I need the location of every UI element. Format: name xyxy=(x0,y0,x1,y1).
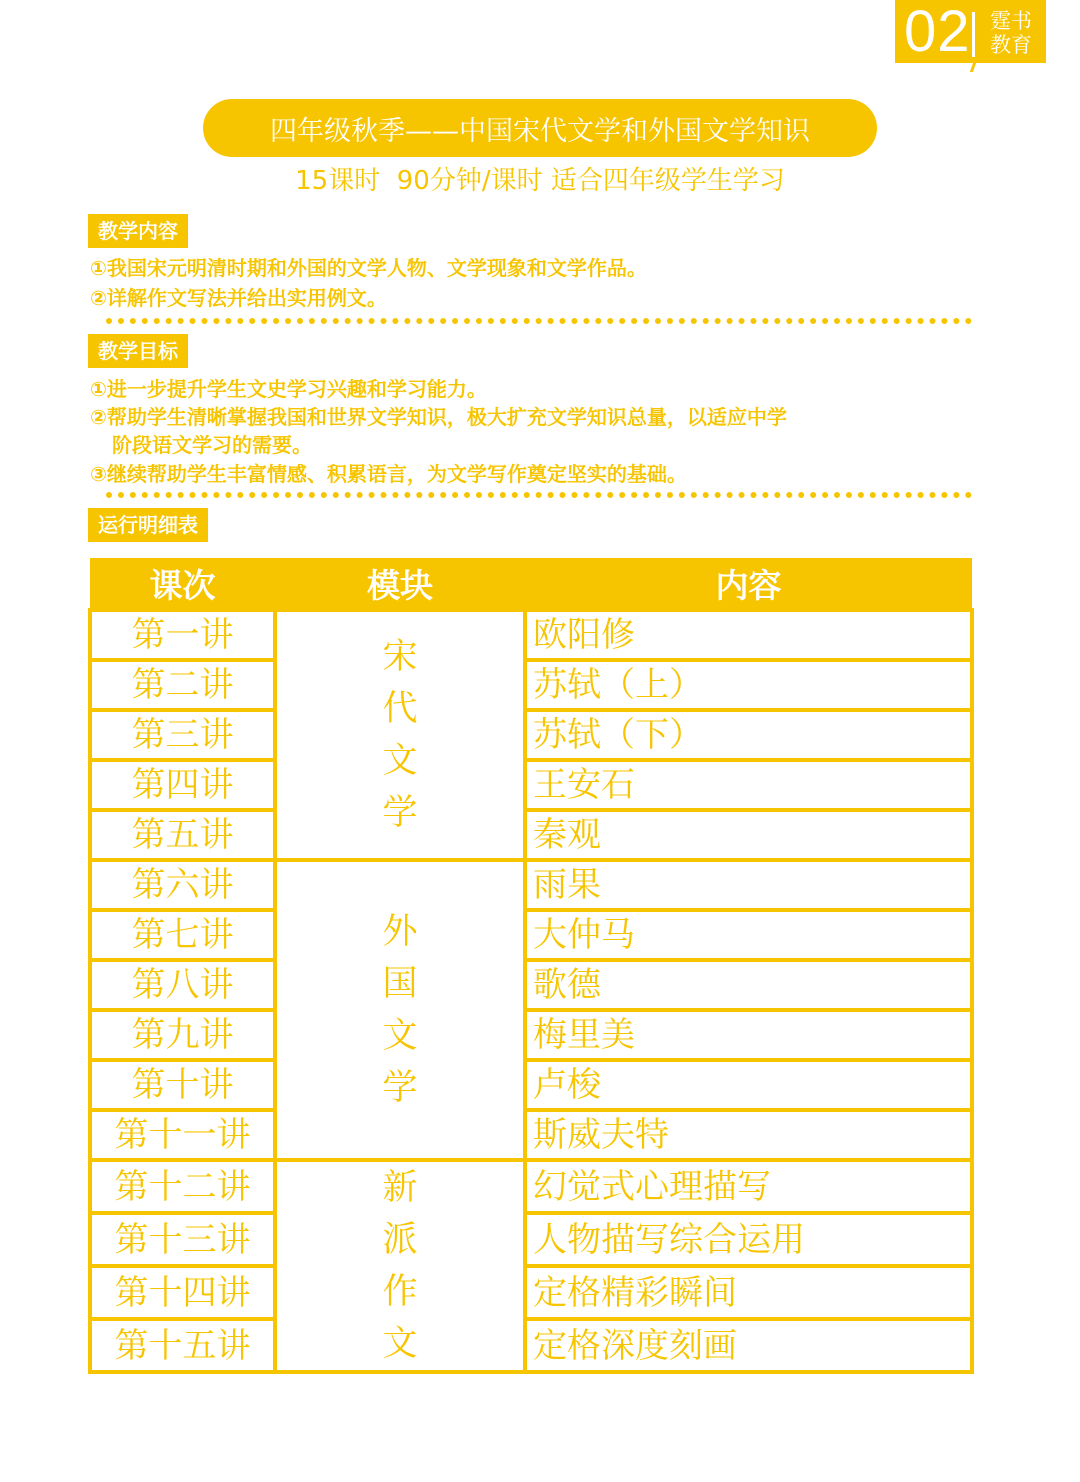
module-cell xyxy=(275,860,525,1160)
module-cell xyxy=(275,610,525,860)
table-row xyxy=(90,960,972,1010)
section-label-teaching-goals: 教学目标 xyxy=(88,334,188,368)
section-label-schedule: 运行明细表 xyxy=(88,508,208,542)
table-row xyxy=(90,1213,972,1266)
teaching-content-item: ②详解作文写法并给出实用例文。 xyxy=(90,286,387,310)
course-title-banner xyxy=(203,99,877,157)
course-subtitle: 15课时 90分钟/课时 适合四年级学生学习 xyxy=(295,166,785,196)
section-label-teaching-content: 教学内容 xyxy=(88,214,188,248)
teaching-goal-item-continued: 阶段语文学习的需要。 xyxy=(112,433,312,457)
module-label: 宋代文学 xyxy=(382,637,418,833)
table-row xyxy=(90,1110,972,1160)
table-row xyxy=(90,1010,972,1060)
lesson-cell: 第九讲 xyxy=(90,1010,275,1060)
lesson-cell: 第四讲 xyxy=(90,760,275,810)
content-cell: 幻觉式心理描写 xyxy=(525,1160,972,1213)
table-row xyxy=(90,860,972,910)
content-cell: 雨果 xyxy=(525,860,972,910)
dotted-divider xyxy=(106,318,972,324)
lesson-cell: 第六讲 xyxy=(90,860,275,910)
column-header-lesson: 课次 xyxy=(90,558,275,610)
table-row xyxy=(90,1266,972,1319)
content-cell: 定格深度刻画 xyxy=(525,1319,972,1372)
teaching-content-item: ①我国宋元明清时期和外国的文学人物、文学现象和文学作品。 xyxy=(90,256,647,280)
page-number: 02 xyxy=(904,0,971,64)
lesson-cell: 第八讲 xyxy=(90,960,275,1010)
module-label: 外国文学 xyxy=(382,912,418,1108)
content-cell: 歌德 xyxy=(525,960,972,1010)
content-cell: 梅里美 xyxy=(525,1010,972,1060)
table-row xyxy=(90,660,972,710)
brand-name: 霆书教育 xyxy=(990,9,1032,57)
table-row xyxy=(90,910,972,960)
lesson-cell: 第十五讲 xyxy=(90,1319,275,1372)
table-row xyxy=(90,1060,972,1110)
teaching-goal-item: ②帮助学生清晰掌握我国和世界文学知识，极大扩充文学知识总量，以适应中学 xyxy=(90,405,787,429)
table-row xyxy=(90,610,972,660)
table-row xyxy=(90,760,972,810)
content-cell: 欧阳修 xyxy=(525,610,972,660)
table-row xyxy=(90,1160,972,1213)
course-title: 四年级秋季——中国宋代文学和外国文学知识 xyxy=(270,115,810,147)
teaching-goal-item: ③继续帮助学生丰富情感、积累语言，为文学写作奠定坚实的基础。 xyxy=(90,462,687,486)
column-header-content: 内容 xyxy=(525,558,972,610)
lesson-cell: 第十二讲 xyxy=(90,1160,275,1213)
table-header-row xyxy=(90,558,972,610)
lesson-cell: 第一讲 xyxy=(90,610,275,660)
content-cell: 卢梭 xyxy=(525,1060,972,1110)
content-cell: 大仲马 xyxy=(525,910,972,960)
dotted-divider xyxy=(106,492,972,498)
content-cell: 定格精彩瞬间 xyxy=(525,1266,972,1319)
module-label: 新派作文 xyxy=(382,1168,418,1364)
column-header-module: 模块 xyxy=(275,558,525,610)
table-row xyxy=(90,710,972,760)
lesson-cell: 第二讲 xyxy=(90,660,275,710)
table-row xyxy=(90,1319,972,1372)
content-cell: 斯威夫特 xyxy=(525,1110,972,1160)
content-cell: 王安石 xyxy=(525,760,972,810)
lesson-cell: 第十一讲 xyxy=(90,1110,275,1160)
lesson-cell: 第十讲 xyxy=(90,1060,275,1110)
lesson-cell: 第五讲 xyxy=(90,810,275,860)
module-cell xyxy=(275,1160,525,1372)
content-cell: 苏轼（上） xyxy=(525,660,972,710)
lesson-cell: 第十三讲 xyxy=(90,1213,275,1266)
badge-divider xyxy=(972,12,975,57)
table-row xyxy=(90,810,972,860)
content-cell: 秦观 xyxy=(525,810,972,860)
content-cell: 人物描写综合运用 xyxy=(525,1213,972,1266)
lesson-cell: 第十四讲 xyxy=(90,1266,275,1319)
content-cell: 苏轼（下） xyxy=(525,710,972,760)
schedule-table xyxy=(88,558,974,1374)
lesson-cell: 第七讲 xyxy=(90,910,275,960)
teaching-goal-item: ①进一步提升学生文史学习兴趣和学习能力。 xyxy=(90,377,487,401)
lesson-cell: 第三讲 xyxy=(90,710,275,760)
